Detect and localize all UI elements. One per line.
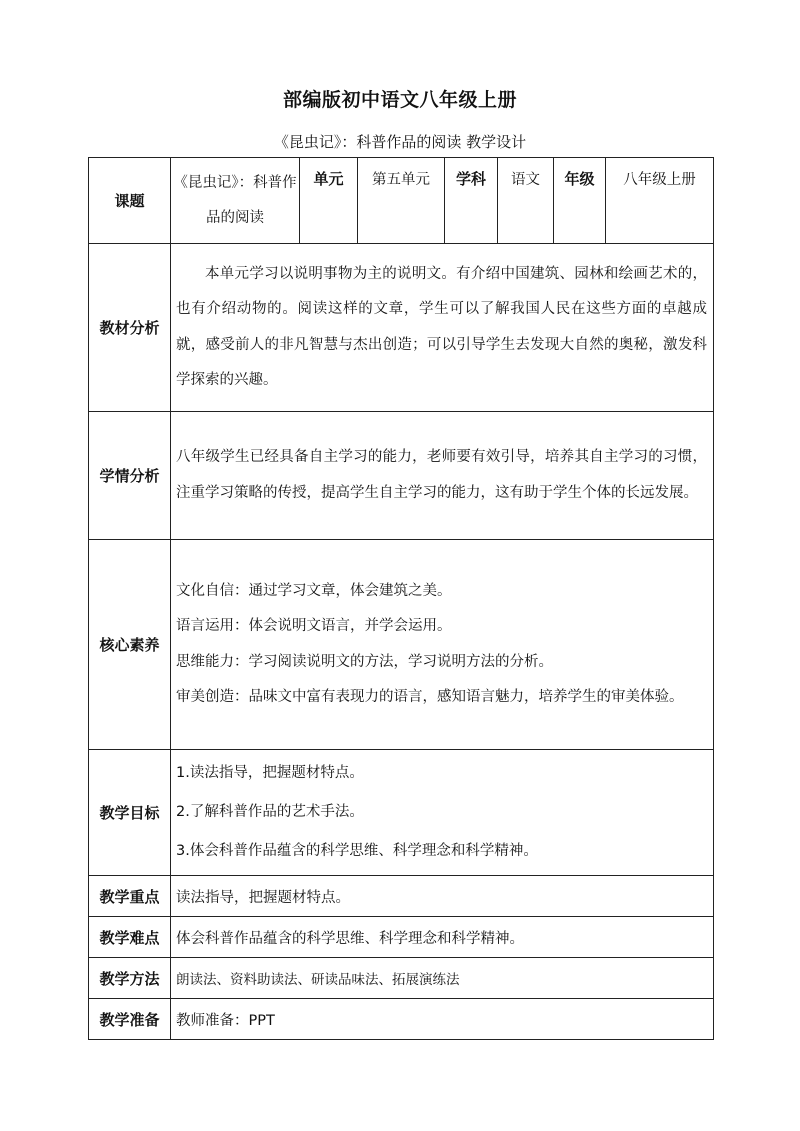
- teaching-goal-item: 2.了解科普作品的艺术手法。: [176, 804, 364, 820]
- preparation-row: [89, 999, 714, 1040]
- key-point-text: 读法指导，把握题材特点。: [171, 876, 714, 917]
- student-analysis-text: 八年级学生已经具备自主学习的能力，老师要有效引导，培养其自主学习的习惯，注重学习策略的传授，提高学生自主学习的能力，这有助于学生个体的长远发展。: [176, 449, 707, 501]
- difficulty-text: 体会科普作品蕴含的科学思维、科学理念和科学精神。: [171, 917, 714, 958]
- key-point-label: 教学重点: [89, 876, 171, 917]
- document-subtitle: 《昆虫记》：科普作品的阅读 教学设计: [273, 133, 527, 151]
- unit-value: 第五单元: [358, 158, 445, 244]
- preparation-text: 教师准备：PPT: [171, 999, 714, 1040]
- teaching-goals-row: [89, 750, 714, 876]
- core-literacy-item: 思维能力：学习阅读说明文的方法，学习说明方法的分析。: [176, 653, 553, 670]
- textbook-analysis-text: 本单元学习以说明事物为主的说明文。有介绍中国建筑、园林和绘画艺术的，也有介绍动物的。阅读这样的文章，学生可以了解我国人民在这些方面的卓越成就，感受前人的非凡智慧与杰出创造；可以引导学生去发现大自然的奥秘，激发科学探索的兴趣。: [176, 265, 707, 388]
- preparation-label: 教学准备: [89, 999, 171, 1040]
- methods-row: [89, 958, 714, 999]
- teaching-goal-item: 1.读法指导，把握题材特点。: [176, 765, 364, 781]
- key-point-row: [89, 876, 714, 917]
- textbook-analysis-label: 教材分析: [89, 244, 171, 412]
- core-literacy-cell: [171, 540, 714, 750]
- core-literacy-item: 语言运用：体会说明文语言，并学会运用。: [176, 618, 452, 634]
- info-row: [89, 158, 714, 244]
- core-literacy-item: 文化自信：通过学习文章，体会建筑之美。: [176, 582, 452, 599]
- difficulty-label: 教学难点: [89, 917, 171, 958]
- core-literacy-row: [89, 540, 714, 750]
- lesson-plan-table: [88, 157, 714, 1040]
- grade-label: 年级: [554, 158, 606, 244]
- topic-value: 《昆虫记》：科普作品的阅读: [171, 158, 300, 244]
- subject-label: 学科: [445, 158, 498, 244]
- grade-value: 八年级上册: [606, 158, 714, 244]
- teaching-goals-label: 教学目标: [89, 750, 171, 876]
- textbook-analysis-cell: [171, 244, 714, 412]
- core-literacy-label: 核心素养: [89, 540, 171, 750]
- textbook-analysis-row: [89, 244, 714, 412]
- teaching-goals-cell: [171, 750, 714, 876]
- difficulty-row: [89, 917, 714, 958]
- subject-value: 语文: [498, 158, 554, 244]
- student-analysis-row: [89, 412, 714, 540]
- methods-label: 教学方法: [89, 958, 171, 999]
- teaching-goal-item: 3.体会科普作品蕴含的科学思维、科学理念和科学精神。: [176, 843, 538, 859]
- unit-label: 单元: [300, 158, 358, 244]
- core-literacy-item: 审美创造：品味文中富有表现力的语言，感知语言魅力，培养学生的审美体验。: [176, 689, 684, 705]
- student-analysis-cell: [171, 412, 714, 540]
- student-analysis-label: 学情分析: [89, 412, 171, 540]
- topic-label: 课题: [89, 158, 171, 244]
- methods-text: 朗读法、资料助读法、研读品味法、拓展演练法: [171, 958, 714, 999]
- document-title: 部编版初中语文八年级上册: [282, 89, 517, 111]
